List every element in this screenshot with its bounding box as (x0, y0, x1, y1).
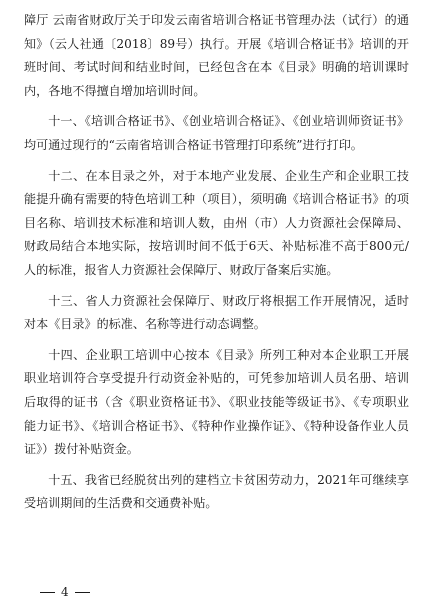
paragraph-11: 十一、《培训合格证书》、《创业培训合格证》、《创业培训师资证书》均可通过现行的“云南省培训合格证书管理打印系统”进行打印。 (24, 114, 409, 152)
paragraph-14: 十四、企业职工培训中心按本《目录》所列工种对本企业职工开展职业培训符合享受提升行动资金补贴的，可凭参加培训人员名册、培训后取得的证书（含《职业资格证书》、《职业技能等级证书》、《专项职业能力证书》、《培训合格证书》、《特种作业操作证》、《特种设备作业人员证》）拨付补贴资金。 (24, 347, 409, 457)
footer-right-dash (75, 592, 90, 593)
paragraph-15: 十五、我省已经脱贫出列的建档立卡贫困劳动力，2021年可继续享受培训期间的生活费和交通费补贴。 (24, 472, 409, 511)
paragraph-continued: 障厅 云南省财政厅关于印发云南省培训合格证书管理办法（试行）的通知》（云人社通〔2018〕89号）执行。开展《培训合格证书》培训的开班时间、考试时间和结业时间，已经包含在本《目录》明确的培训课时内，各地不得擅自增加培训时间。 (24, 13, 409, 98)
page-footer (40, 584, 90, 600)
paragraph-13: 十三、省人力资源社会保障厅、财政厅将根据工作开展情况，适时对本《目录》的标准、名称等进行动态调整。 (24, 293, 409, 332)
paragraph-12: 十二、在本目录之外，对于本地产业发展、企业生产和企业职工技能提升确有需要的特色培训工种（项目），须明确《培训合格证书》的项目名称、培训技术标准和培训人数，由州（市）人力资源社会保障局、财政局结合本地实际，按培训时间不低于6天、补贴标准不高于800元/人的标准，报省人力资源社会保障厅、财政厅备案后实施。 (24, 168, 409, 277)
page-number: 4 (61, 585, 69, 599)
footer-left-dash (40, 592, 55, 593)
